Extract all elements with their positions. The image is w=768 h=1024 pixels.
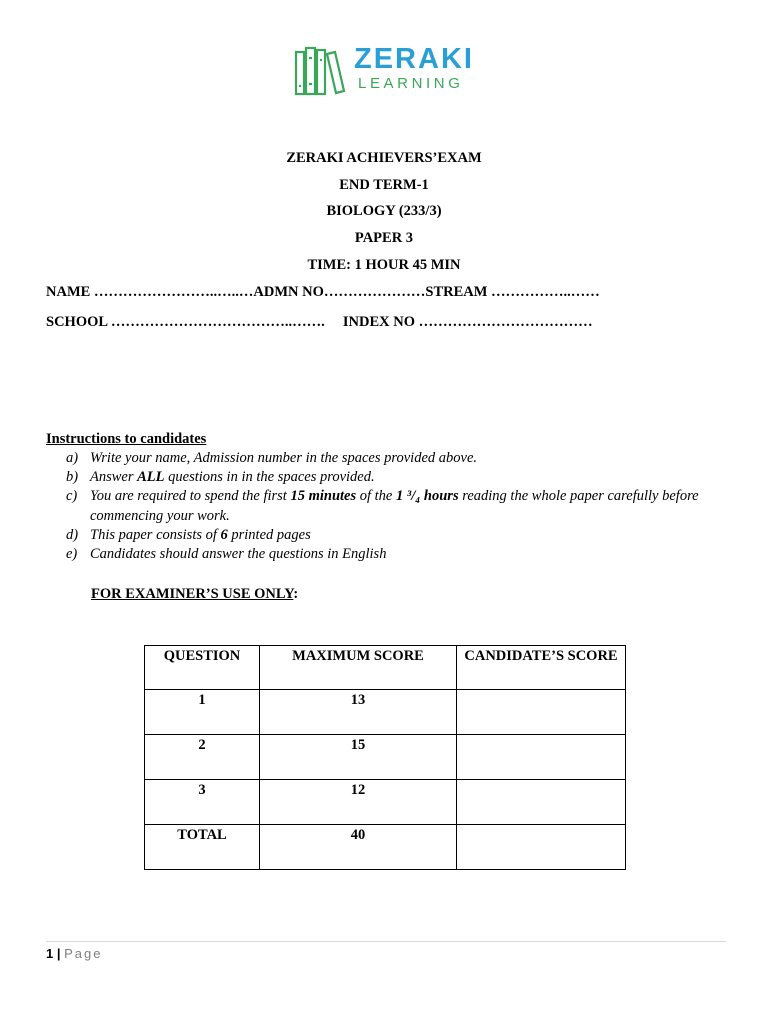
name-admn-stream-field: NAME ……………………..…..…ADMN NO…………………STREAM ……………..…… xyxy=(46,284,600,300)
school-index-field: SCHOOL ………………………………..……. INDEX NO ……………………………… xyxy=(46,314,593,330)
candidate-score-cell[interactable] xyxy=(457,780,626,825)
max-score-cell: 12 xyxy=(260,780,457,825)
page-number: 1 xyxy=(46,946,54,961)
examiner-use-label: FOR EXAMINER’S USE ONLY: xyxy=(91,586,299,602)
footer-divider xyxy=(46,941,726,942)
table-row-total xyxy=(145,825,626,870)
table-header-row xyxy=(145,646,626,690)
books-icon xyxy=(294,44,350,98)
list-item: b) Answer ALL questions in in the spaces provided. xyxy=(66,469,375,486)
table-row xyxy=(145,690,626,735)
exam-time: TIME: 1 HOUR 45 MIN xyxy=(307,257,461,273)
table-row xyxy=(145,735,626,780)
list-item: c) You are required to spend the first 15 minutes of the 1 ³/₄ hours reading the whole paper carefully before commencing your work. xyxy=(66,488,699,524)
page-label: Page xyxy=(64,946,103,961)
instructions-title: Instructions to candidates xyxy=(46,431,207,447)
exam-subject: BIOLOGY (233/3) xyxy=(326,203,442,219)
page-footer xyxy=(46,946,103,962)
candidate-score-cell[interactable] xyxy=(457,690,626,735)
list-item: e) Candidates should answer the questions in English xyxy=(66,546,387,563)
list-item: a) Write your name, Admission number in the spaces provided above. xyxy=(66,450,478,466)
logo-sub-text: LEARNING xyxy=(358,75,464,92)
instructions-list xyxy=(66,449,706,564)
max-score-cell: 13 xyxy=(260,690,457,735)
table-row xyxy=(145,780,626,825)
max-score-cell: 15 xyxy=(260,735,457,780)
page-separator: | xyxy=(56,946,61,961)
zeraki-logo xyxy=(294,44,494,98)
header-candidate-score: CANDIDATE’S SCORE xyxy=(457,646,626,690)
header-question: QUESTION xyxy=(145,646,260,690)
question-cell: 3 xyxy=(145,780,260,825)
question-cell: TOTAL xyxy=(145,825,260,870)
exam-title: ZERAKI ACHIEVERS’EXAM xyxy=(286,150,482,166)
exam-term: END TERM-1 xyxy=(339,177,429,193)
score-table xyxy=(144,645,626,870)
list-item: d) This paper consists of 6 printed pages xyxy=(66,526,311,543)
exam-paper: PAPER 3 xyxy=(354,230,414,246)
logo-brand-text: ZERAKI xyxy=(354,43,474,75)
candidate-score-cell[interactable] xyxy=(457,735,626,780)
question-cell: 1 xyxy=(145,690,260,735)
candidate-score-cell[interactable] xyxy=(457,825,626,870)
max-score-cell: 40 xyxy=(260,825,457,870)
question-cell: 2 xyxy=(145,735,260,780)
header-maximum-score: MAXIMUM SCORE xyxy=(260,646,457,690)
